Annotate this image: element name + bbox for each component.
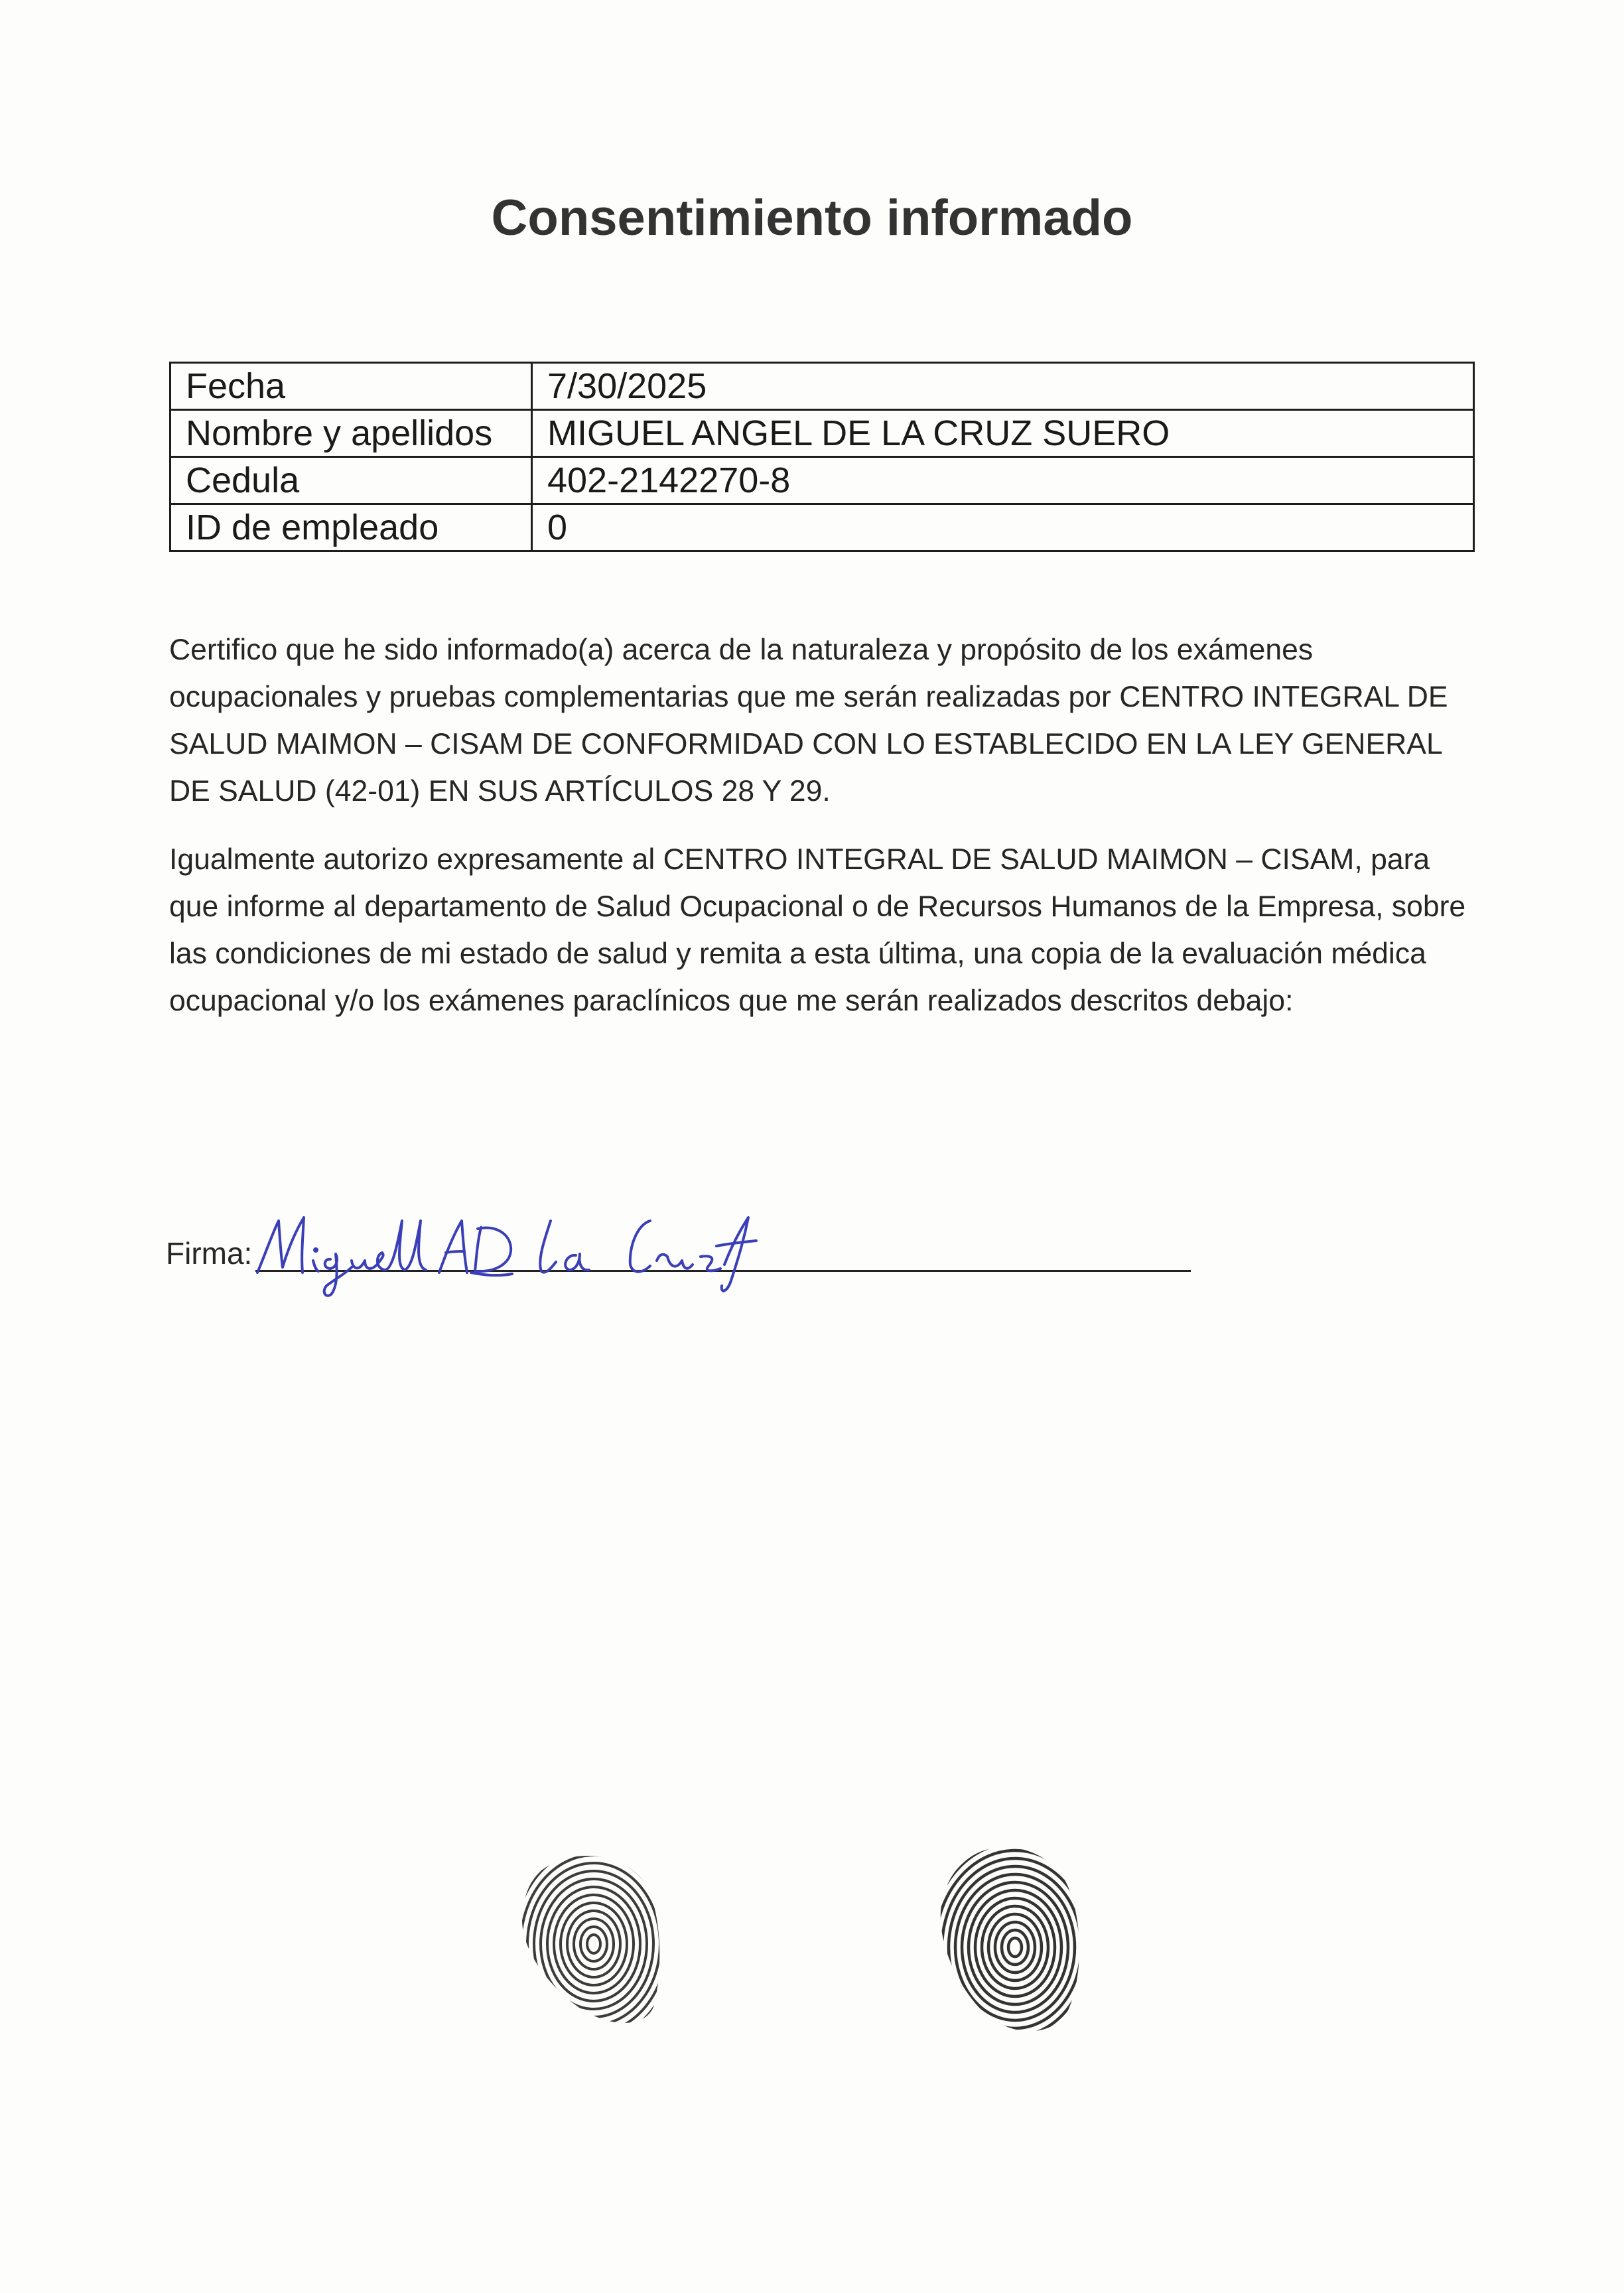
table-row [170, 504, 1474, 551]
cedula-value: 402-2142270-8 [532, 457, 1474, 504]
fecha-value: 7/30/2025 [532, 363, 1474, 410]
nombre-value: MIGUEL ANGEL DE LA CRUZ SUERO [532, 410, 1474, 457]
document-title: Consentimiento informado [491, 190, 1133, 246]
authorization-paragraph: Igualmente autorizo expresamente al CENTRO INTEGRAL DE SALUD MAIMON – CISAM, para que informe al departamento de Salud Ocupacional o de Recursos Humanos de la Empresa, sobre las condiciones de mi estado de salud y remita a esta última, una copia de la evaluación médica ocupacional y/o los exámenes paraclínicos que me serán realizados descritos debajo: [169, 843, 1466, 1017]
cedula-label: Cedula [170, 457, 532, 504]
fingerprint-right [925, 1835, 1091, 2040]
table-row [170, 410, 1474, 457]
id-empleado-value: 0 [532, 504, 1474, 551]
nombre-label: Nombre y apellidos [170, 410, 532, 457]
table-row [170, 457, 1474, 504]
signature-label: Firma: [166, 1236, 253, 1271]
id-empleado-label: ID de empleado [170, 504, 532, 551]
table-row [170, 363, 1474, 410]
handwritten-signature [252, 1201, 796, 1300]
employee-info-table [169, 362, 1475, 552]
fecha-label: Fecha [170, 363, 532, 410]
fingerprint-left [511, 1844, 670, 2030]
certification-paragraph: Certifico que he sido informado(a) acerca de la naturaleza y propósito de los exámenes ocupacionales y pruebas complementarias que me serán realizadas por CENTRO INTEGRAL DE SALUD MAIMON – CISAM DE CONFORMIDAD CON LO ESTABLECIDO EN LA LEY GENERAL DE SALUD (42-01) EN SUS ARTÍCULOS 28 Y 29. [169, 634, 1448, 807]
